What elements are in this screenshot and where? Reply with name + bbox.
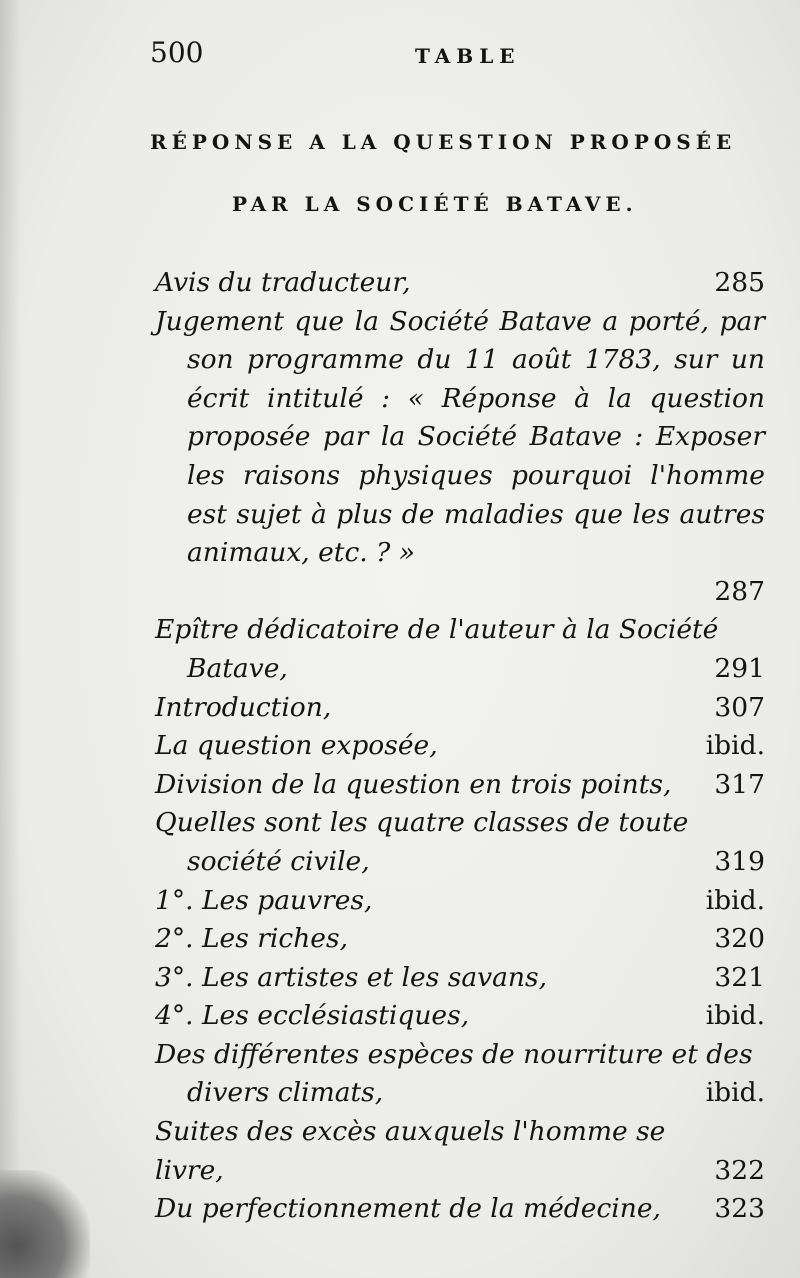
toc-entry-page: 307	[714, 691, 765, 723]
toc-entry-page: ibid.	[705, 1000, 765, 1032]
toc-entry	[155, 882, 765, 921]
toc-entry	[155, 264, 765, 303]
section-title-line-2: PAR LA SOCIÉTÉ BATAVE.	[232, 192, 638, 216]
thumb-smudge	[0, 1170, 90, 1278]
toc-entry-page: 321	[714, 961, 765, 993]
toc-entry-text: Introduction,	[155, 691, 332, 723]
toc-entry-text: Quelles sont les quatre classes de toute société civile,	[155, 807, 689, 877]
toc-entry-text: Division de la question en trois points,	[155, 768, 672, 800]
toc-entry	[155, 727, 765, 766]
toc-entry	[155, 920, 765, 959]
toc-entry-text: Du perfectionnement de la médecine,	[155, 1193, 661, 1225]
toc-entry	[155, 303, 765, 612]
toc-entry-text: Suites des excès auxquels l'homme se livre,	[155, 1116, 666, 1186]
page-header	[150, 36, 750, 76]
toc-entry-page: 291	[714, 652, 765, 684]
toc-entry-text: La question exposée,	[155, 730, 438, 762]
toc-entry	[155, 1113, 765, 1190]
toc-entry	[155, 997, 765, 1036]
toc-entry-page: 285	[714, 267, 765, 298]
toc-entry-page: 320	[714, 923, 765, 955]
toc-entry	[155, 1190, 765, 1229]
toc-entry-text: 4°. Les ecclésiastiques,	[155, 1000, 470, 1032]
running-title: TABLE	[415, 44, 521, 68]
toc-entry	[155, 804, 765, 881]
page-number: 500	[150, 36, 204, 69]
toc-entry-text: Des différentes espèces de nourriture et des divers climats,	[155, 1038, 753, 1109]
toc-entry-page: ibid.	[705, 1077, 765, 1109]
toc-entry	[155, 1036, 765, 1113]
toc-entry	[155, 766, 765, 805]
toc-entry-page: ibid.	[705, 884, 765, 916]
section-title-line-1: RÉPONSE A LA QUESTION PROPOSÉE	[150, 130, 737, 154]
toc-entry	[155, 689, 765, 728]
table-of-contents	[155, 264, 765, 1229]
toc-entry-page: 317	[714, 768, 765, 800]
toc-entry-text: Epître dédicatoire de l'auteur à la Société Batave,	[155, 614, 719, 684]
toc-entry-page: 322	[714, 1154, 765, 1186]
toc-entry-page: 287	[714, 575, 765, 607]
toc-entry-text: 2°. Les riches,	[155, 923, 349, 955]
toc-entry	[155, 611, 765, 688]
toc-entry-page: ibid.	[705, 730, 765, 762]
toc-entry	[155, 959, 765, 998]
spine-shadow	[0, 0, 22, 1278]
toc-entry-page: 323	[714, 1193, 765, 1225]
toc-entry-page: 319	[714, 845, 765, 877]
toc-entry-text: Avis du traducteur,	[155, 267, 411, 298]
toc-entry-text: 1°. Les pauvres,	[155, 884, 373, 916]
toc-entry-text: Jugement que la Société Batave a porté, par son programme du 11 août 1783, sur un écrit intitulé : « Réponse à la question proposée par la Société Batave : Exposer les raisons physiques pourquoi l'homme est sujet à plus de maladies que les autres animaux, etc. ? »	[155, 305, 765, 569]
toc-entry-text: 3°. Les artistes et les savans,	[155, 961, 548, 993]
